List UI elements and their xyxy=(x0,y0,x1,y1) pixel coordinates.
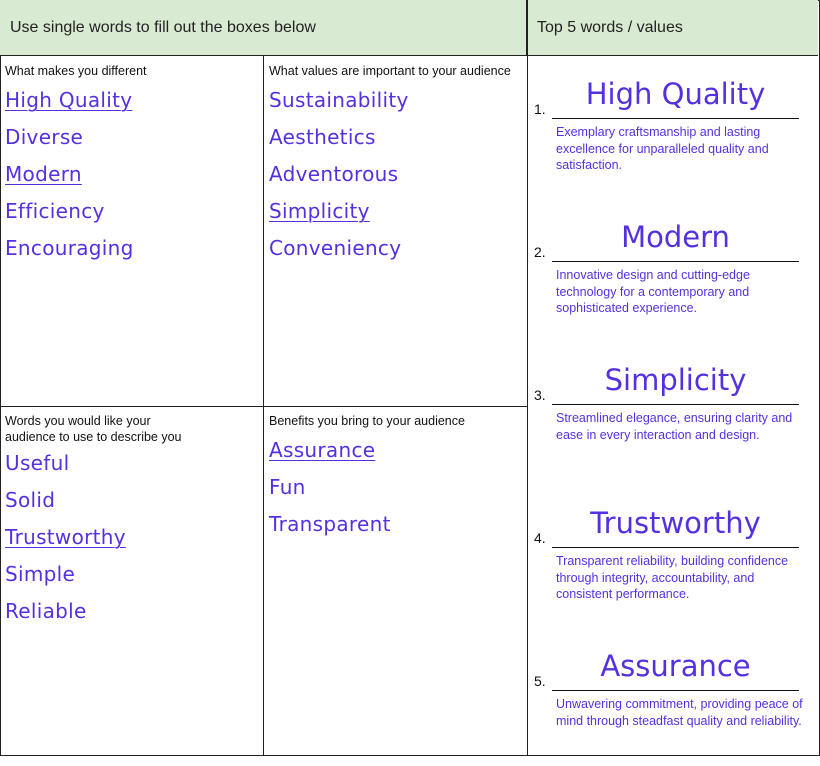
handwritten-word: Useful xyxy=(5,451,70,475)
top-value-3 xyxy=(531,360,811,480)
handwritten-word: Solid xyxy=(5,488,56,512)
top-value-description: Unwavering commitment, providing peace of mind through steadfast quality and reliability. xyxy=(556,697,803,728)
word-list xyxy=(5,448,258,633)
box-title: What values are important to your audience xyxy=(269,64,511,78)
handwritten-word: Fun xyxy=(269,475,306,499)
rank-number: 4. xyxy=(534,530,546,546)
handwritten-word: Diverse xyxy=(5,125,84,149)
top-value-1 xyxy=(531,74,811,194)
word-list xyxy=(5,85,258,270)
top-value-word: High Quality xyxy=(585,77,766,111)
handwritten-word: Encouraging xyxy=(5,236,134,260)
handwritten-word: Simple xyxy=(5,562,76,586)
answer-line xyxy=(552,690,799,691)
top-value-4 xyxy=(531,503,811,623)
instructions-header: Use single words to fill out the boxes below xyxy=(0,0,527,56)
answer-line xyxy=(552,547,799,548)
handwritten-word: Transparent xyxy=(269,512,391,536)
box-title: Benefits you bring to your audience xyxy=(269,414,465,428)
handwritten-word: Aesthetics xyxy=(269,125,376,149)
rank-number: 5. xyxy=(534,673,546,689)
top-value-word: Assurance xyxy=(600,649,751,683)
top5-header: Top 5 words / values xyxy=(527,0,818,56)
handwritten-word: Reliable xyxy=(5,599,87,623)
handwritten-word: Simplicity xyxy=(269,199,370,223)
box-describe-you-words xyxy=(0,448,263,639)
box-title: What makes you different xyxy=(5,64,147,78)
word-list xyxy=(269,85,522,270)
rank-number: 3. xyxy=(534,387,546,403)
handwritten-word: Conveniency xyxy=(269,236,402,260)
handwritten-word: High Quality xyxy=(5,88,133,112)
top-value-word: Trustworthy xyxy=(590,506,761,540)
answer-line xyxy=(552,261,799,262)
handwritten-word: Efficiency xyxy=(5,199,105,223)
divider-right xyxy=(527,0,528,756)
handwritten-word: Adventorous xyxy=(269,162,399,186)
handwritten-word: Modern xyxy=(5,162,82,186)
top-value-word: Modern xyxy=(621,220,730,254)
box-title: Words you would like your audience to use to describe you xyxy=(5,414,182,444)
answer-line xyxy=(552,404,799,405)
top-value-description: Innovative design and cutting-edge technology for a contemporary and sophisticated experience. xyxy=(556,268,750,315)
top-value-description: Streamlined elegance, ensuring clarity and ease in every interaction and design. xyxy=(556,411,793,442)
top-value-description: Transparent reliability, building confidence through integrity, accountability, and consistent performance. xyxy=(556,554,789,601)
handwritten-word: Sustainability xyxy=(269,88,409,112)
rank-number: 1. xyxy=(534,101,546,117)
top-value-description: Exemplary craftsmanship and lasting excellence for unparalleled quality and satisfaction. xyxy=(556,125,769,172)
answer-line xyxy=(552,118,799,119)
handwritten-word: Trustworthy xyxy=(5,525,126,549)
top-value-2 xyxy=(531,217,811,337)
top-value-word: Simplicity xyxy=(604,363,747,397)
handwritten-word: Assurance xyxy=(269,438,376,462)
box-benefits xyxy=(264,407,527,756)
box-audience-values xyxy=(264,57,527,406)
rank-number: 2. xyxy=(534,244,546,260)
top-value-5 xyxy=(531,646,811,766)
box-what-makes-you-different xyxy=(0,57,263,406)
word-list xyxy=(269,435,522,546)
